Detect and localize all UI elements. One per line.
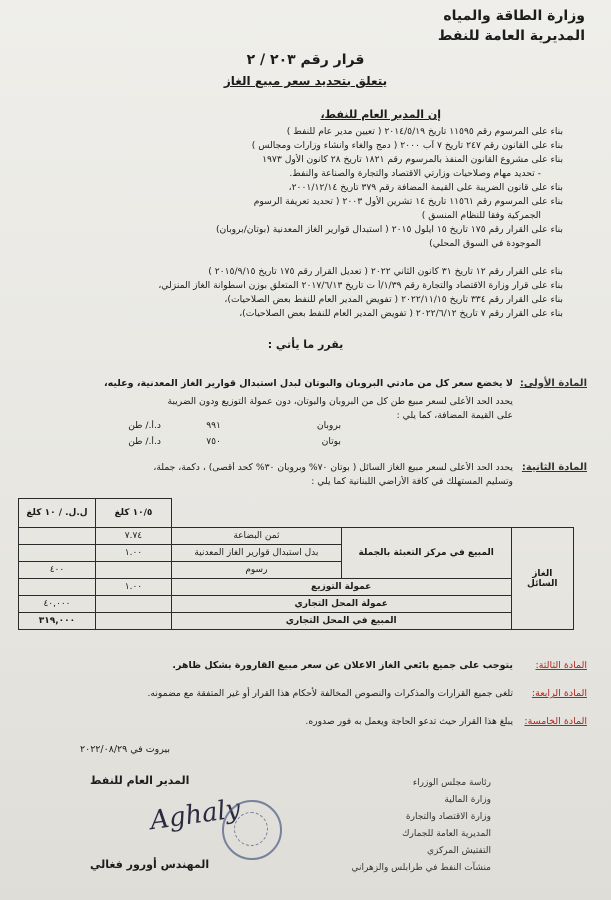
row-label: رسوم bbox=[171, 562, 341, 579]
row-col1 bbox=[95, 596, 171, 613]
row-col2: ٤٠٠ bbox=[19, 562, 96, 579]
article1-line1: يحدد الحد الأعلى لسعر مبيع طن كل من البروبان والبوتان، دون عمولة التوزيع ودون الضريبة bbox=[167, 396, 513, 407]
distribution-item: وزارة المالية bbox=[444, 795, 491, 805]
propane-unit: د.أ./ طن bbox=[128, 420, 161, 431]
group-label-cell: المبيع في مركز التعبئة بالجملة bbox=[341, 528, 511, 579]
distribution-item: التفتيش المركزي bbox=[427, 846, 491, 856]
decision-title: قرار رقم ٢٠٣ / ٢ bbox=[246, 52, 365, 68]
article1-heading: لا يخضع سعر كل من مادتي البروبان والبوتان لبدل استبدال قوارير الغاز المعدنية، وعليه، bbox=[104, 378, 513, 389]
preamble-line: الجمركية وفقا للنظام المنسق ) bbox=[421, 210, 541, 221]
price-table bbox=[18, 498, 574, 630]
decides-heading: يقرر ما يأتي : bbox=[267, 338, 344, 351]
row-col1 bbox=[95, 562, 171, 579]
article1-label: المادة الأولى: bbox=[519, 378, 587, 389]
article3-text: يتوجب على جميع بائعي الغاز الاعلان عن سعر مبيع القارورة بشكل ظاهر. bbox=[172, 660, 513, 671]
row-col2 bbox=[19, 579, 96, 596]
signer-title: المدير العام للنفط bbox=[90, 774, 190, 787]
preamble-line: بناء على قانون الضريبة على القيمة المضافة رقم ٣٧٩ تاريخ ٢٠٠١/١٢/١٤، bbox=[288, 182, 563, 193]
row-col2: ٣١٩,٠٠٠ bbox=[19, 613, 96, 630]
preamble-line: بناء على القانون رقم ٢٤٧ تاريخ ٧ آب ٢٠٠٠ ( دمج والغاء وانشاء وزارات ومجالس ) bbox=[251, 140, 563, 151]
preamble-line: بناء على القرار رقم ١٢ تاريخ ٣١ كانون الثاني ٢٠٢٢ ( تعديل القرار رقم ١٧٥ تاريخ ٢٠١٥/٩/١٥ ) bbox=[208, 266, 563, 277]
handwritten-signature: Aghaly bbox=[148, 793, 243, 837]
article2-line2: وتسليم المستهلك في كافة الأراضي اللبنانية كما يلي : bbox=[311, 476, 513, 487]
table-row bbox=[19, 596, 574, 613]
distribution-item: رئاسة مجلس الوزراء bbox=[412, 778, 491, 788]
distribution-item: منشآت النفط في طرابلس والزهراني bbox=[351, 863, 491, 873]
row-col2 bbox=[19, 528, 96, 545]
row-col1 bbox=[95, 613, 171, 630]
preamble-line: بناء على القرار رقم ٣٣٤ تاريخ ٢٠٢٢/١١/١٥ ( تفويض المدير العام للنفط بعض الصلاحيات)، bbox=[224, 294, 563, 305]
row-label: عمولة المحل التجاري bbox=[171, 596, 511, 613]
row-label: عمولة التوزيع bbox=[171, 579, 511, 596]
preamble-line: بناء على مشروع القانون المنفذ بالمرسوم رقم ١٨٢١ تاريخ ٢٨ كانون الأول ١٩٧٣ bbox=[262, 154, 563, 165]
article1-line2: على القيمة المضافة، كما يلي : bbox=[396, 410, 513, 421]
propane-value: ٩٩١ bbox=[206, 420, 221, 431]
article2-line1: يحدد الحد الأعلى لسعر مبيع الغاز السائل ( بوتان ٧٠% وبروبان ٣٠% كحد أقصى) ، دكمة، جملة، bbox=[153, 462, 513, 473]
distribution-item: المديرية العامة للجمارك bbox=[402, 829, 491, 839]
article5-text: يبلغ هذا القرار حيث تدعو الحاجة ويعمل به فور صدوره. bbox=[305, 716, 513, 727]
preamble-line: بناء على قرار وزارة الاقتصاد والتجارة رقم ١/٣٩/أ ت تاريخ ٢٠١٧/٦/١٣ المتعلق بوزن اسطوانة الغاز المنزلي، bbox=[158, 280, 563, 291]
directorate-header: المديرية العامة للنفط bbox=[437, 28, 585, 44]
preamble-line: بناء على القرار رقم ٧ تاريخ ٢٠٢٢/٦/١٢ ( تفويض المدير العام للنفط بعض الصلاحيات)، bbox=[239, 308, 563, 319]
signer-name: المهندس أورور فغالي bbox=[90, 858, 210, 871]
propane-name: بروبان bbox=[316, 420, 341, 431]
decision-subject: يتعلق بتحديد سعر مبيع الغاز bbox=[223, 74, 388, 88]
preamble-opening: إن المدير العام للنفط، bbox=[320, 108, 441, 121]
preamble-line: بناء على القرار رقم ١٧٥ تاريخ ١٥ ايلول ٢٠١٥ ( استبدال قوارير الغاز المعدنية (بوتان/بروبان) bbox=[215, 224, 563, 235]
article4-label: المادة الرابعة: bbox=[531, 688, 587, 699]
distribution-item: وزارة الاقتصاد والتجارة bbox=[405, 812, 491, 822]
article5-label: المادة الخامسة: bbox=[524, 716, 587, 727]
row-label: ثمن البضاعة bbox=[171, 528, 341, 545]
ministry-header: وزارة الطاقة والمياه bbox=[443, 8, 585, 24]
table-row bbox=[19, 613, 574, 630]
preamble-line: بناء على المرسوم رقم ١١٥٦١ تاريخ ١٤ تشرين الأول ٢٠٠٣ ( تحديد تعريفة الرسوم bbox=[253, 196, 563, 207]
product-cell: الغاز السائل bbox=[511, 528, 574, 630]
table-row bbox=[19, 528, 574, 545]
row-col1: ٧.٧٤ bbox=[95, 528, 171, 545]
butane-unit: د.أ./ طن bbox=[128, 436, 161, 447]
preamble-line: - تحديد مهام وصلاحيات وزارتي الاقتصاد والتجارة والصناعة والنفط. bbox=[289, 168, 541, 179]
row-col1: ١.٠٠ bbox=[95, 545, 171, 562]
article3-label: المادة الثالثة: bbox=[535, 660, 587, 671]
preamble-line: الموجودة في السوق المحلي) bbox=[429, 238, 541, 249]
col-header-lbp: ل.ل. / ١٠ كلغ bbox=[19, 499, 96, 528]
table-header-row bbox=[19, 499, 574, 528]
row-col1: ١.٠٠ bbox=[95, 579, 171, 596]
butane-value: ٧٥٠ bbox=[206, 436, 221, 447]
row-label: بدل استبدال قوارير الغاز المعدنية bbox=[171, 545, 341, 562]
row-col2: ٤٠,٠٠٠ bbox=[19, 596, 96, 613]
date-line: بيروت في ٢٠٢٢/٠٨/٢٩ bbox=[80, 744, 171, 755]
butane-name: بوتان bbox=[321, 436, 341, 447]
col-header-weight: ١٠/٥ كلغ bbox=[95, 499, 171, 528]
row-label: المبيع في المحل التجاري bbox=[171, 613, 511, 630]
row-col2 bbox=[19, 545, 96, 562]
preamble-line: بناء على المرسوم رقم ١١٥٩٥ تاريخ ٢٠١٤/٥/١٩ ( تعيين مدير عام للنفط ) bbox=[286, 126, 563, 137]
official-stamp bbox=[222, 800, 282, 860]
article4-text: تلغى جميع القرارات والمذكرات والنصوص المخالفة لأحكام هذا القرار أو غير المتفقة مع مضمونه. bbox=[147, 688, 513, 699]
article2-label: المادة الثانية: bbox=[521, 462, 587, 473]
table-row bbox=[19, 579, 574, 596]
